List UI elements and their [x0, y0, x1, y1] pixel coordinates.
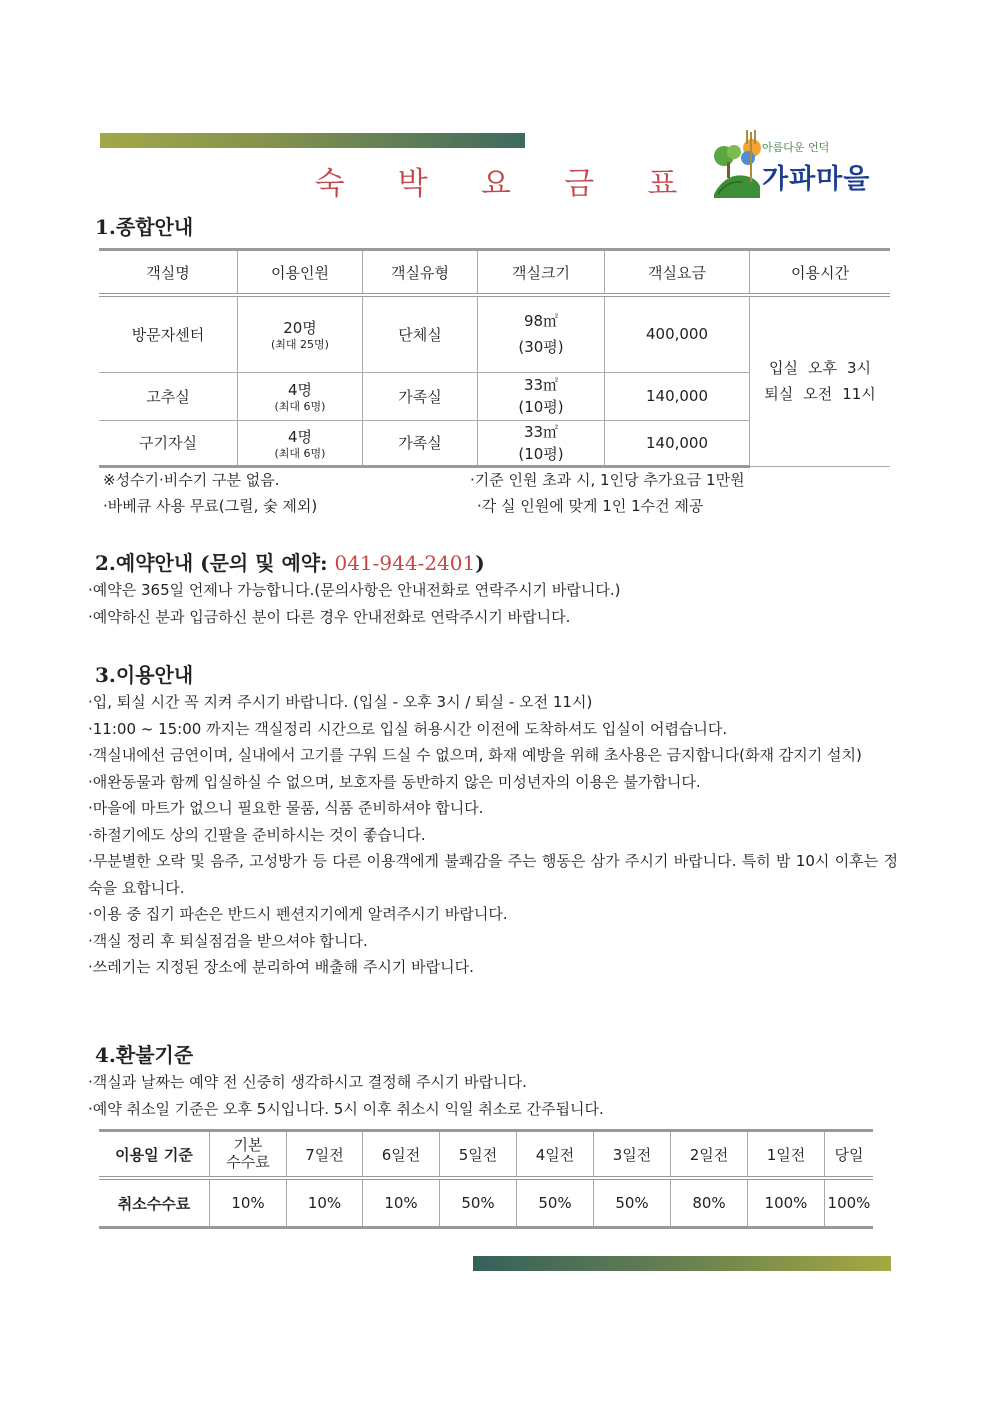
info-line: ·하절기에도 상의 긴팔을 준비하시는 것이 좋습니다.	[88, 825, 426, 844]
info-line: ·객실과 날짜는 예약 전 신중히 생각하시고 결정해 주시기 바랍니다.	[88, 1073, 527, 1091]
table-row	[99, 1178, 873, 1228]
info-line: ·애완동물과 함께 입실하실 수 없으며, 보호자를 동반하지 않은 미성년자의 이용은 불가합니다.	[88, 772, 701, 791]
note-text: ※성수기·비수기 구분 없음.	[103, 471, 280, 489]
table-row	[99, 1131, 873, 1179]
room-type: 가족실	[363, 420, 478, 466]
logo-name: 가파마을	[762, 164, 871, 195]
room-size: 33㎡ (10평)	[478, 372, 605, 420]
day-header: 2일전	[671, 1131, 748, 1179]
fee-cell: 100%	[748, 1178, 825, 1228]
room-rate-table	[99, 248, 890, 468]
table-row	[99, 295, 890, 372]
info-line: ·예약은 365일 언제나 가능합니다.(문의사항은 안내전화로 연락주시기 바랍니다.)	[88, 581, 621, 599]
top-decor-bar	[100, 133, 525, 148]
info-line: ·마을에 마트가 없으니 필요한 물품, 식품 준비하셔야 합니다.	[88, 799, 484, 817]
refund-fee-table	[99, 1129, 873, 1229]
phone-number: 041-944-2401	[334, 551, 476, 575]
info-line: ·객실내에선 금연이며, 실내에서 고기를 구워 드실 수 없으며, 화재 예방을 위해 초사용은 금지합니다(화재 감지기 설치)	[88, 746, 862, 764]
room-capacity: 20명 (최대 25명)	[238, 295, 363, 372]
note-text: ·각 실 인원에 맞게 1인 1수건 제공	[477, 497, 704, 515]
fee-cell: 10%	[287, 1178, 363, 1228]
usage-info	[88, 689, 898, 981]
reservation-info	[88, 577, 898, 630]
note-text: ·바베큐 사용 무료(그릴, 숯 제외)	[103, 497, 318, 515]
fee-cell: 50%	[517, 1178, 594, 1228]
room-price: 140,000	[605, 372, 750, 420]
room-price: 140,000	[605, 420, 750, 466]
room-size: 33㎡ (10평)	[478, 420, 605, 466]
column-header: 이용시간	[750, 250, 891, 296]
column-header: 객실유형	[363, 250, 478, 296]
section-heading-overview: 1.종합안내	[95, 215, 194, 239]
day-header: 1일전	[748, 1131, 825, 1179]
base-fee-header: 기본 수수료	[210, 1131, 287, 1179]
day-header: 4일전	[517, 1131, 594, 1179]
section-heading-reservation: 2.예약안내 (문의 및 예약: 041-944-2401)	[95, 551, 485, 575]
day-header: 7일전	[287, 1131, 363, 1179]
note-text: ·기준 인원 초과 시, 1인당 추가요금 1만원	[470, 471, 745, 489]
room-type: 가족실	[363, 372, 478, 420]
section-heading-usage: 3.이용안내	[95, 663, 194, 687]
info-line: ·예약하신 분과 입금하신 분이 다른 경우 안내전화로 연락주시기 바랍니다.	[88, 607, 571, 626]
info-line: ·무분별한 오락 및 음주, 고성방가 등 다른 이용객에게 불쾌감을 주는 행동은 삼가 주시기 바랍니다. 특히 밤 10시 이후는 정숙을 요합니다.	[88, 852, 898, 897]
room-name: 방문자센터	[99, 295, 238, 372]
day-header: 5일전	[440, 1131, 517, 1179]
fee-cell: 50%	[440, 1178, 517, 1228]
row-header: 취소수수료	[99, 1178, 210, 1228]
fee-cell: 100%	[825, 1178, 874, 1228]
refund-info	[88, 1069, 898, 1122]
column-header: 이용인원	[238, 250, 363, 296]
info-line: ·쓰레기는 지정된 장소에 분리하여 배출해 주시기 바랍니다.	[88, 958, 474, 976]
column-header: 객실크기	[478, 250, 605, 296]
village-logo	[712, 128, 892, 200]
hill-tree-logo-icon	[712, 128, 762, 200]
day-header: 6일전	[363, 1131, 440, 1179]
room-capacity: 4명 (최대 6명)	[238, 420, 363, 466]
logo-subtitle: 아름다운 언덕	[762, 141, 830, 154]
fee-cell: 10%	[363, 1178, 440, 1228]
row-header: 이용일 기준	[99, 1131, 210, 1179]
room-price: 400,000	[605, 295, 750, 372]
info-line: ·이용 중 집기 파손은 반드시 펜션지기에게 알려주시기 바랍니다.	[88, 905, 508, 923]
room-name: 고추실	[99, 372, 238, 420]
page-title: 숙 박 요 금 표	[314, 166, 700, 202]
room-size: 98㎡ (30평)	[478, 295, 605, 372]
room-type: 단체실	[363, 295, 478, 372]
room-capacity: 4명 (최대 6명)	[238, 372, 363, 420]
day-header: 3일전	[594, 1131, 671, 1179]
info-line: ·예약 취소일 기준은 오후 5시입니다. 5시 이후 취소시 익일 취소로 간주됩니다.	[88, 1099, 604, 1118]
column-header: 객실명	[99, 250, 238, 296]
info-line: ·객실 정리 후 퇴실점검을 받으셔야 합니다.	[88, 931, 368, 950]
bottom-decor-bar	[473, 1256, 891, 1271]
fee-cell: 50%	[594, 1178, 671, 1228]
column-header: 객실요금	[605, 250, 750, 296]
info-line: ·11:00 ~ 15:00 까지는 객실정리 시간으로 입실 허용시간 이전에 도착하셔도 입실이 어렵습니다.	[88, 719, 728, 738]
use-time: 입실 오후 3시 퇴실 오전 11시	[750, 295, 891, 466]
fee-cell: 10%	[210, 1178, 287, 1228]
room-name: 구기자실	[99, 420, 238, 466]
info-line: ·입, 퇴실 시간 꼭 지켜 주시기 바랍니다. (입실 - 오후 3시 / 퇴실 - 오전 11시)	[88, 693, 593, 711]
section-heading-refund: 4.환불기준	[95, 1043, 194, 1067]
fee-cell: 80%	[671, 1178, 748, 1228]
day-header: 당일	[825, 1131, 874, 1179]
